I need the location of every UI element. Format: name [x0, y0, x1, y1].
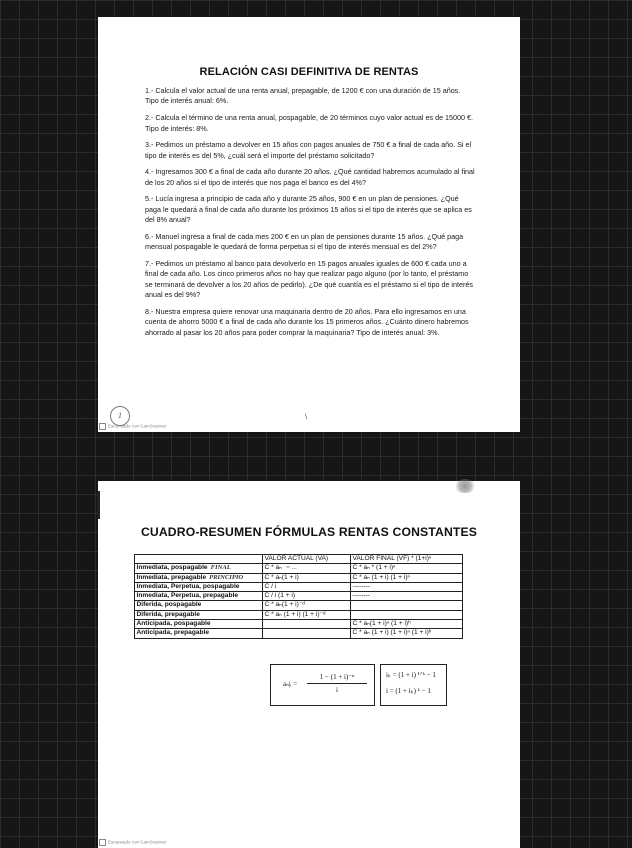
rate-formula-line-1: iₖ = (1 + i) ¹ᐟᵏ − 1	[386, 671, 436, 679]
va-formula: C * aₙ(1 + i)⁻ᵈ	[264, 601, 305, 609]
table-row	[135, 629, 463, 638]
handwritten-page-number: 1	[110, 406, 130, 426]
row-label-cell	[135, 620, 263, 629]
va-formula: C / i (1 + i)	[264, 592, 296, 600]
annuity-formula-box	[270, 664, 375, 706]
row-label: Inmediata, prepagable	[136, 573, 207, 581]
va-cell	[263, 620, 351, 629]
table-header-row	[135, 555, 463, 564]
va-formula: C * aₙ	[264, 564, 282, 572]
problem-item: 6.- Manuel ingresa a final de cada mes 200 € en un plan de pensiones durante 15 años. ¿Qué paga mensual pospagable le quedará de forma perpetua si el tipo de interés mensual es del 2%?	[145, 231, 464, 252]
va-cell	[263, 601, 351, 610]
row-label-cell	[135, 573, 263, 582]
problem-item: 3.- Pedimos un préstamo a devolver en 15 años con pagos anuales de 750 € a final de cada año. Si el tipo de interés es del 5%, ¿cuál será el importe del préstamo solicitado?	[145, 140, 472, 160]
scanner-footer: Escaneado con CamScanner	[99, 839, 167, 846]
vf-cell: C * aₙ (1 + i) (1 + i)ⁿ	[351, 573, 463, 582]
table-row	[135, 592, 463, 601]
problem-item: 1.- Calcula el valor actual de una renta anual, prepagable, de 1200 € con una duración de 15 años. Tipo de interés anual: 6%.	[145, 86, 461, 106]
annuity-formula-fraction	[307, 673, 367, 694]
pen-mark-icon: \	[305, 414, 307, 421]
vf-cell: --------	[351, 582, 463, 591]
row-label: Diferida, pospagable	[136, 601, 202, 609]
row-label: Inmediata, pospagable	[136, 564, 208, 572]
table-row	[135, 601, 463, 610]
handwritten-note: FINAL	[210, 564, 231, 572]
table-header-vf: VALOR FINAL (VF) * (1+i)ⁿ	[351, 555, 463, 564]
vf-cell: --------	[351, 592, 463, 601]
annuity-formula-denominator: i	[336, 686, 338, 694]
row-label: Inmediata, Perpetua, pospagable	[136, 582, 240, 590]
rate-formula-line-2: i = (1 + iₖ) ᵏ − 1	[386, 687, 431, 695]
equivalent-rates-formula-box	[380, 664, 447, 706]
va-cell	[263, 629, 351, 638]
va-cell	[263, 582, 351, 591]
scanner-footer: Escaneado con CamScanner	[99, 423, 167, 430]
document-page-1	[98, 17, 520, 432]
va-cell	[263, 592, 351, 601]
scan-edge-mark	[97, 491, 100, 519]
vf-cell: C * aₙ (1 + i) (1 + i)ⁿ (1 + i)ʰ	[351, 629, 463, 638]
row-label-cell	[135, 564, 263, 573]
table-row	[135, 564, 463, 573]
vf-cell: C * aₙ * (1 + i)ⁿ	[351, 564, 463, 573]
problem-item: 8.- Nuestra empresa quiere renovar una maquinaria dentro de 20 años. Para ello ingresamos en una cuenta de ahorro 5000 € a final de cada año durante los 15 primeros años. ¿Cuánto dinero habremos ahorrado al pasar los 20 años para poder comprar la maquinaria? Tipo de interés anual: 3%.	[145, 306, 469, 337]
problem-item: 5.- Lucía ingresa a principio de cada año y durante 25 años, 900 € en un plan de pensiones. ¿Qué paga le quedará a final de cada año durante los próximos 15 años si el tipo de interés que se aplica es del 8% anual?	[145, 194, 472, 225]
table-row	[135, 573, 463, 582]
row-label: Anticipada, pospagable	[136, 620, 211, 628]
problem-item: 4.- Ingresamos 300 € a final de cada año durante 20 años. ¿Qué cantidad habremos acumulado al final de los 20 años si el tipo de interés que nos paga el banco es del 4%?	[145, 167, 475, 187]
row-label-cell	[135, 629, 263, 638]
problem-item: 2.- Calcula el término de una renta anual, pospagable, de 20 términos cuyo valor actual es de 15000 €. Tipo de interés: 8%.	[145, 113, 474, 133]
document-page-2	[98, 481, 520, 848]
va-cell	[263, 564, 351, 573]
row-label: Anticipada, prepagable	[136, 629, 210, 637]
vf-cell	[351, 601, 463, 610]
va-formula: C * aₙ (1 + i) (1 + i)⁻ᵈ	[264, 610, 326, 618]
table-row	[135, 582, 463, 591]
table-row	[135, 620, 463, 629]
table-header-va: VALOR ACTUAL (VA)	[263, 555, 351, 564]
va-cell	[263, 573, 351, 582]
problem-item: 7.- Pedimos un préstamo al banco para devolverlo en 15 pagos anuales iguales de 600 € cada uno a final de cada año. Los cinco primeros años no hay que realizar pago alguno (por lo tanto, el préstamo se terminará de devolver a los 20 años de pedirlo). ¿De qué cuantía es el préstamo si el tipo de interés anual es del 9%?	[145, 259, 474, 300]
vf-cell: C * aₙ(1 + i)ⁿ (1 + i)ʰ	[351, 620, 463, 629]
row-label-cell	[135, 582, 263, 591]
annuity-formula-lhs: aₙ|ᵢ =	[283, 680, 298, 688]
handwritten-note: = ...	[285, 564, 297, 572]
table-header-empty	[135, 555, 263, 564]
va-cell	[263, 610, 351, 619]
handwritten-note: PRINCIPIO	[209, 573, 244, 581]
row-label-cell	[135, 601, 263, 610]
scan-smudge	[454, 479, 476, 493]
row-label: Diferida, prepagable	[136, 610, 200, 618]
row-label-cell	[135, 592, 263, 601]
problem-list	[145, 86, 475, 345]
vf-cell	[351, 610, 463, 619]
table-row	[135, 610, 463, 619]
va-formula: C * aₙ(1 + i)	[264, 573, 299, 581]
row-label-cell	[135, 610, 263, 619]
formula-summary-table	[134, 554, 463, 639]
row-label: Inmediata, Perpetua, prepagable	[136, 592, 239, 600]
annuity-formula-numerator: 1 − (1 + i)⁻ⁿ	[307, 673, 367, 684]
va-formula: C / i	[264, 582, 277, 590]
page-title: RELACIÓN CASI DEFINITIVA DE RENTAS	[199, 66, 419, 78]
page-title: CUADRO-RESUMEN FÓRMULAS RENTAS CONSTANTES	[140, 525, 478, 539]
